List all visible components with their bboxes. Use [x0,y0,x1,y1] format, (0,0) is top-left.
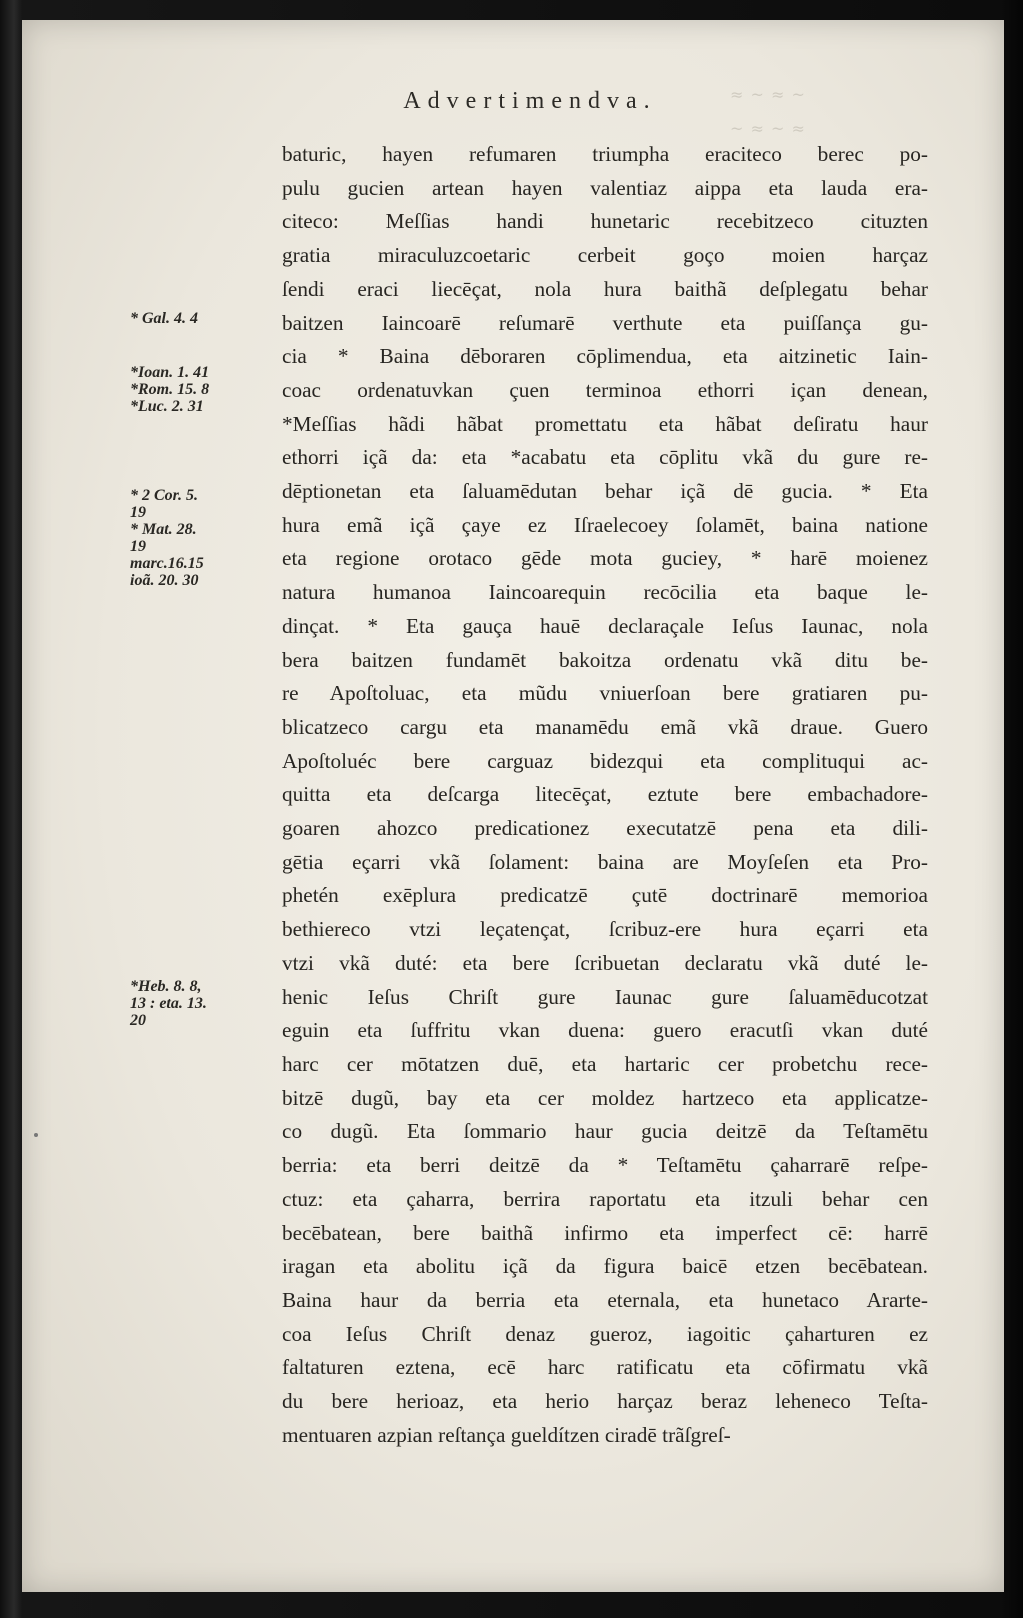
text-line: co dugũ. Eta ſommario haur gucia deitzē da Teſtamētu [282,1119,928,1144]
margin-note-line: *Ioan. 1. 41 [130,364,210,381]
margin-note-line: * 2 Cor. 5. [130,487,199,504]
text-line: blicatzeco cargu eta manamēdu emã vkã draue. Guero [282,714,928,739]
text-line: ctuz: eta çaharra, berrira raportatu eta itzuli behar cen [282,1186,928,1211]
text-line: natura humanoa Iaincoarequin recōcilia eta baque le- [282,580,928,605]
text-line: baturic, hayen refumaren triumpha eraciteco berec po- [282,142,928,166]
margin-note [130,364,270,415]
text-line: dinçat. * Eta gauça hauē declaraçale Ieſus Iaunac, nola [282,613,928,638]
text-line: quitta eta deſcarga litecēçat, eztute bere embachadore- [282,782,928,807]
text-line: becēbatean, bere baithã infirmo eta imperfect cē: harrē [282,1220,928,1245]
text-line: faltaturen eztena, ecē harc ratificatu eta cōfirmatu vkã [282,1355,928,1380]
text-line: gētia eçarri vkã ſolament: baina are Moyſeſen eta Pro- [282,849,928,874]
text-line: re Apoſtoluac, eta mũdu vniuerſoan bere gratiaren pu- [282,681,928,706]
text-line: berria: eta berri deitzē da * Teſtamētu çaharrarē reſpe- [282,1153,928,1178]
text-line: du bere herioaz, eta herio harçaz beraz leheneco Teſta- [282,1389,928,1414]
text-line: Apoſtoluéc bere carguaz bidezqui eta complituqui ac- [282,748,928,773]
margin-note [130,310,270,327]
text-line: iragan eta abolitu içã da figura baicē etzen becēbatean. [282,1254,928,1279]
text-line: Baina haur da berria eta eternala, eta hunetaco Ararte- [282,1287,928,1312]
margin-note-line: *Rom. 15. 8 [130,381,210,398]
text-line: ſendi eraci liecēçat, nola hura baithã deſplegatu behar [282,276,928,301]
margin-note-line: *Heb. 8. 8, [130,978,202,995]
text-line: citeco: Meſſias handi hunetaric recebitzeco cituzten [282,209,928,234]
text-line: harc cer mōtatzen duē, eta hartaric cer probetchu rece- [282,1051,928,1076]
bleed-through-text: ≈ ~ ≈ ~ ~ ≈ ~ ≈ [730,85,806,138]
text-line: phetén exēplura predicatzē çutē doctrinarē memorioa [282,883,928,908]
margin-note-line: ioã. 20. 30 [130,572,199,589]
margin-note-line: 19 [130,538,146,555]
margin-note [130,978,270,1029]
margin-note-line: 20 [130,1012,146,1029]
margin-notes [130,0,270,1618]
margin-note-line: * Mat. 28. [130,521,197,538]
ink-speck [34,1133,38,1137]
margin-note-line: *Luc. 2. 31 [130,398,204,415]
text-line: gratia miraculuzcoetaric cerbeit goço moien harçaz [282,243,928,268]
text-line: cia * Baina dēboraren cōplimendua, eta aitzinetic Iain- [282,344,928,369]
text-line: ethorri içã da: eta *acabatu eta cōplitu vkã du gure re- [282,445,928,470]
text-line: bitzē dugũ, bay eta cer moldez hartzeco eta applicatze- [282,1085,928,1110]
text-line: baitzen Iaincoarē reſumarē verthute eta puiſſança gu- [282,310,928,335]
text-line: mentuaren azpian reſtança gueldítzen ciradē trãſgreſ- [282,1422,731,1447]
margin-note-line: 19 [130,504,146,521]
text-line: bethiereco vtzi leçatençat, ſcribuz-ere hura eçarri eta [282,917,928,942]
margin-note-line: marc.16.15 [130,555,204,572]
text-line: coa Ieſus Chriſt denaz gueroz, iagoitic çaharturen ez [282,1321,928,1346]
text-line: eguin eta ſuffritu vkan duena: guero eracutſi vkan duté [282,1018,928,1043]
margin-note [130,487,270,589]
text-line: henic Ieſus Chriſt gure Iaunac gure ſaluamēducotzat [282,984,928,1009]
text-line: *Meſſias hãdi hãbat promettatu eta hãbat deſiratu haur [282,411,928,436]
text-line: eta regione orotaco gēde mota guciey, * harē moienez [282,546,928,571]
text-line: bera baitzen fundamēt bakoitza ordenatu vkã ditu be- [282,647,928,672]
margin-note-line: 13 : eta. 13. [130,995,207,1012]
text-line: coac ordenatuvkan çuen terminoa ethorri içan denean, [282,377,928,402]
text-line: vtzi vkã duté: eta bere ſcribuetan declaratu vkã duté le- [282,950,928,975]
text-line: hura emã içã çaye ez Iſraelecoey ſolamēt, baina natione [282,512,928,537]
margin-note-line: * Gal. 4. 4 [130,310,198,327]
text-line: pulu gucien artean hayen valentiaz aippa eta lauda era- [282,175,928,200]
body-text [282,138,928,1452]
text-line: dēptionetan eta ſaluamēdutan behar içã dē gucia. * Eta [282,479,928,504]
text-line: goaren ahozco predicationez executatzē pena eta dili- [282,816,928,841]
running-head: Advertimendva. [403,88,657,114]
